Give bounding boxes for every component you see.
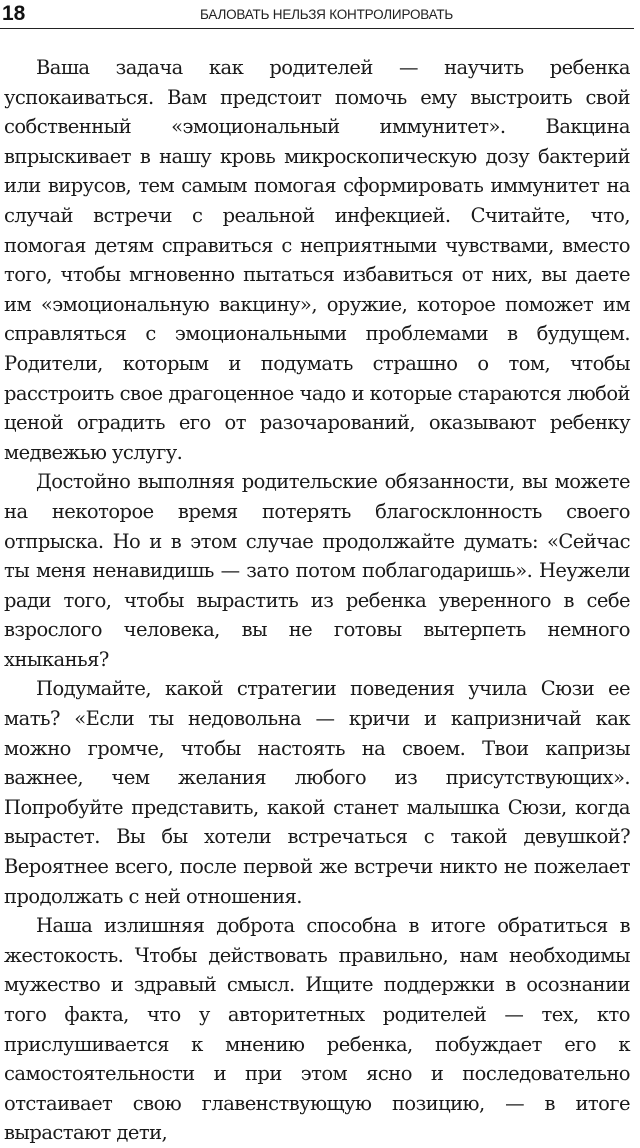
page-number: 18 [2, 2, 26, 25]
paragraph: Ваша задача как родителей — научить ребенка успокаиваться. Вам предстоит помочь ему выстроить свой собственный «эмоциональный иммунитет». Вакцина впрыскивает в нашу кровь микроскопическую дозу бактерий или вирусов, тем самым помогая сформировать иммунитет на случай встречи с реальной инфекцией. Считайте, что, помогая детям справиться с неприятными чувствами, вместо того, чтобы мгновенно пытаться избавиться от них, вы даете им «эмоциональную вакцину», оружие, которое поможет им справляться с эмоциональными проблемами в будущем. Родители, которым и подумать страшно о том, чтобы расстроить свое драгоценное чадо и которые стараются любой ценой оградить его от разочарований, оказывают ребенку медвежью услугу. [4, 56, 630, 464]
running-head [0, 2, 634, 29]
body-text [4, 53, 630, 1148]
paragraph: Подумайте, какой стратегии поведения учила Сюзи ее мать? «Если ты недовольна — кричи и капризничай как можно громче, чтобы настоять на своем. Твои капризы важнее, чем желания любого из присутствующих». Попробуйте представить, какой станет малышка Сюзи, когда вырастет. Вы бы хотели встречаться с такой девушкой? Вероятнее всего, после первой же встречи никто не пожелает продолжать с ней отношения. [4, 677, 630, 908]
paragraph: Наша излишняя доброта способна в итоге обратиться в жестокость. Чтобы действовать правильно, нам необходимы мужество и здравый смысл. Ищите поддержки в осознании того факта, что у авторитетных родителей — тех, кто прислушивается к мнению ребенка, побуждает его к самостоятельности и при этом ясно и последовательно отстаивает свою главенствующую позицию, — в итоге вырастают дети, [4, 914, 630, 1145]
paragraph: Достойно выполняя родительские обязанности, вы можете на некоторое время потерять благосклонность своего отпрыска. Но и в этом случае продолжайте думать: «Сейчас ты меня ненавидишь — зато потом поблагодаришь». Неужели ради того, чтобы вырастить из ребенка уверенного в себе взрослого человека, вы не готовы вытерпеть немного хныканья? [4, 470, 630, 671]
running-title: БАЛОВАТЬ НЕЛЬЗЯ КОНТРОЛИРОВАТЬ [200, 7, 454, 22]
